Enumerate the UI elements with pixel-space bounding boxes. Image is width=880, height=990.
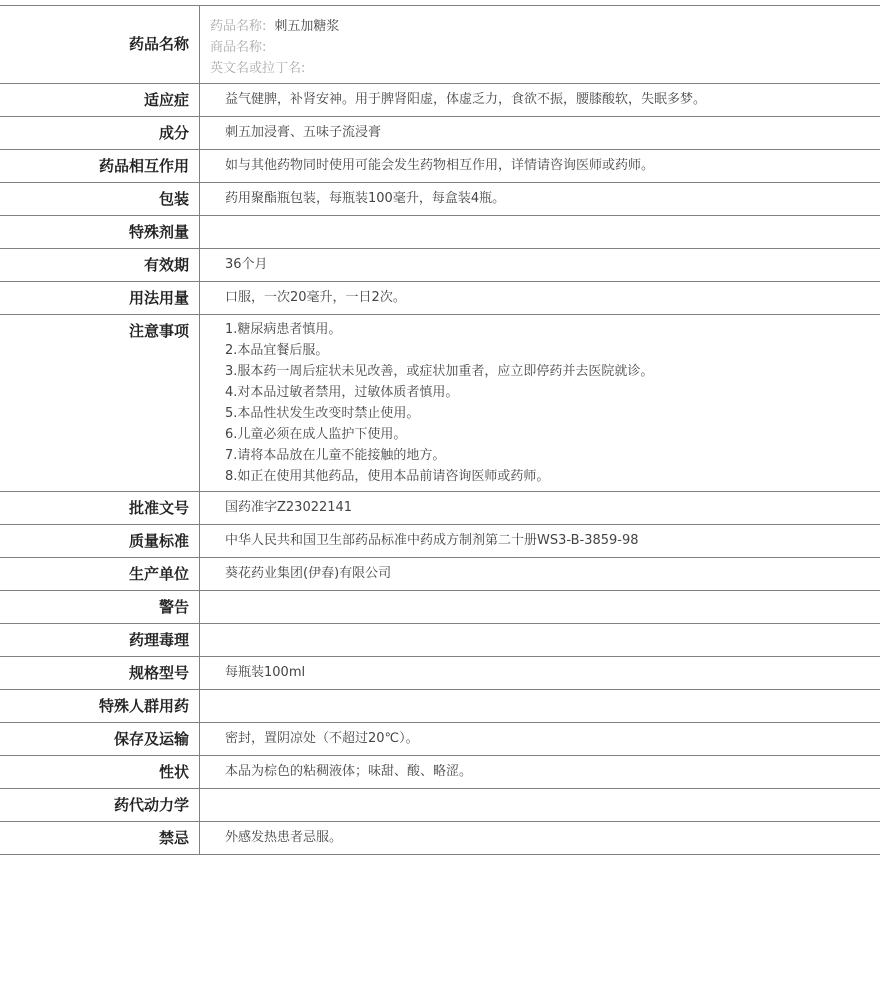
ingredients-label: 成分	[0, 117, 200, 149]
row-drug-name	[0, 6, 880, 84]
appearance-label: 性状	[0, 756, 200, 788]
standard-value: 中华人民共和国卫生部药品标准中药成方制剂第二十册WS3-B-3859-98	[225, 533, 639, 548]
approval-label: 批准文号	[0, 492, 200, 524]
row-packaging	[0, 183, 880, 216]
row-shelf-life	[0, 249, 880, 282]
specification-value: 每瓶装100ml	[225, 665, 306, 680]
manufacturer-label: 生产单位	[0, 558, 200, 590]
usage-value: 口服，一次20毫升，一日2次。	[225, 290, 406, 305]
packaging-value: 药用聚酯瓶包装，每瓶装100毫升，每盒装4瓶。	[225, 191, 506, 206]
warning-label: 警告	[0, 591, 200, 623]
row-standard	[0, 525, 880, 558]
row-precautions	[0, 315, 880, 492]
precaution-item: 6.儿童必须在成人监护下使用。	[225, 427, 407, 442]
trade-name-key: 商品名称:	[210, 40, 267, 55]
special-dosage-label: 特殊剂量	[0, 216, 200, 248]
precaution-item: 4.对本品过敏者禁用，过敏体质者慎用。	[225, 385, 459, 400]
row-manufacturer	[0, 558, 880, 591]
approval-value: 国药准字Z23022141	[225, 500, 353, 515]
generic-name-line	[210, 16, 880, 37]
precaution-item: 8.如正在使用其他药品，使用本品前请咨询医师或药师。	[225, 469, 550, 484]
row-contraindications	[0, 822, 880, 855]
row-storage	[0, 723, 880, 756]
row-indications	[0, 84, 880, 117]
row-warning	[0, 591, 880, 624]
pharmacokinetics-value	[200, 789, 880, 821]
interactions-value: 如与其他药物同时使用可能会发生药物相互作用，详情请咨询医师或药师。	[225, 158, 655, 173]
drug-info-table	[0, 5, 880, 855]
standard-label: 质量标准	[0, 525, 200, 557]
english-name-line	[210, 58, 880, 79]
storage-label: 保存及运输	[0, 723, 200, 755]
precaution-item: 2.本品宜餐后服。	[225, 343, 329, 358]
drug-name-values	[200, 6, 880, 83]
precaution-item: 7.请将本品放在儿童不能接触的地方。	[225, 448, 446, 463]
row-pharmacokinetics	[0, 789, 880, 822]
special-population-value	[200, 690, 880, 722]
generic-name-value: 刺五加糖浆	[274, 19, 340, 34]
english-name-key: 英文名或拉丁名:	[210, 61, 306, 76]
storage-value: 密封，置阴凉处（不超过20℃）。	[225, 731, 419, 746]
indications-label: 适应症	[0, 84, 200, 116]
row-appearance	[0, 756, 880, 789]
packaging-label: 包装	[0, 183, 200, 215]
contraindications-label: 禁忌	[0, 822, 200, 854]
row-special-population	[0, 690, 880, 723]
row-special-dosage	[0, 216, 880, 249]
indications-value: 益气健脾，补肾安神。用于脾肾阳虚，体虚乏力，食欲不振，腰膝酸软，失眠多梦。	[225, 92, 707, 107]
shelf-life-value: 36个月	[225, 257, 268, 272]
manufacturer-value: 葵花药业集团(伊春)有限公司	[225, 566, 392, 581]
precaution-item: 3.服本药一周后症状未见改善，或症状加重者，应立即停药并去医院就诊。	[225, 364, 654, 379]
shelf-life-label: 有效期	[0, 249, 200, 281]
pharmacology-label: 药理毒理	[0, 624, 200, 656]
special-dosage-value	[200, 216, 880, 248]
row-interactions	[0, 150, 880, 183]
pharmacokinetics-label: 药代动力学	[0, 789, 200, 821]
precautions-label: 注意事项	[0, 315, 200, 491]
row-usage	[0, 282, 880, 315]
row-specification	[0, 657, 880, 690]
drug-name-label: 药品名称	[0, 6, 200, 83]
appearance-value: 本品为棕色的粘稠液体；味甜、酸、略涩。	[225, 764, 473, 779]
contraindications-value: 外感发热患者忌服。	[225, 830, 343, 845]
interactions-label: 药品相互作用	[0, 150, 200, 182]
row-approval	[0, 492, 880, 525]
trade-name-line	[210, 37, 880, 58]
row-pharmacology	[0, 624, 880, 657]
precaution-item: 1.糖尿病患者慎用。	[225, 322, 342, 337]
special-population-label: 特殊人群用药	[0, 690, 200, 722]
warning-value	[200, 591, 880, 623]
usage-label: 用法用量	[0, 282, 200, 314]
precaution-item: 5.本品性状发生改变时禁止使用。	[225, 406, 420, 421]
precautions-list	[200, 315, 880, 491]
specification-label: 规格型号	[0, 657, 200, 689]
generic-name-key: 药品名称:	[210, 19, 267, 34]
ingredients-value: 刺五加浸膏、五味子流浸膏	[225, 125, 382, 140]
pharmacology-value	[200, 624, 880, 656]
row-ingredients	[0, 117, 880, 150]
